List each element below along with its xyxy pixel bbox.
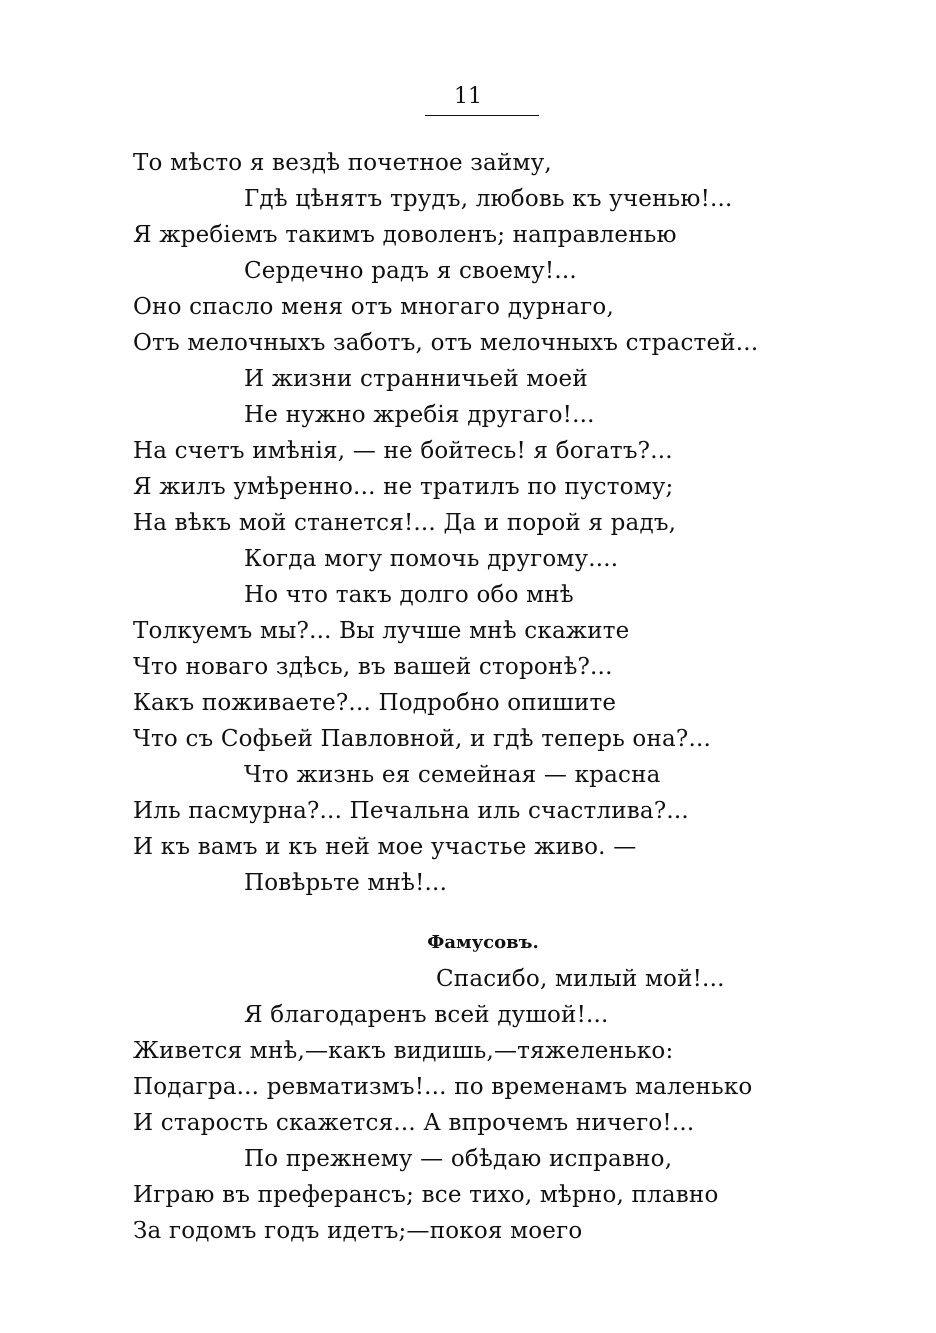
verse-line: Оно спасло меня отъ многаго дурнаго, bbox=[133, 294, 614, 320]
verse-line: Не нужно жребія другаго!... bbox=[244, 402, 595, 428]
verse-line: Подагра... ревматизмъ!... по временамъ маленько bbox=[133, 1074, 753, 1100]
verse-line: И къ вамъ и къ ней мое участье живо. — bbox=[133, 834, 637, 860]
verse-line: По прежнему — обѣдаю исправно, bbox=[244, 1146, 673, 1172]
verse-line: Гдѣ цѣнятъ трудъ, любовь къ ученью!... bbox=[244, 186, 733, 212]
verse-line: Живется мнѣ,—какъ видишь,—тяжеленько: bbox=[133, 1038, 674, 1064]
verse-line: То мѣсто я вездѣ почетное займу, bbox=[133, 150, 552, 176]
verse-line: Что съ Софьей Павловной, и гдѣ теперь она?... bbox=[133, 726, 711, 752]
page-number: 11 bbox=[454, 84, 482, 109]
verse-line: На вѣкъ мой станется!... Да и порой я радъ, bbox=[133, 510, 677, 536]
verse-line: Что жизнь ея семейная — красна bbox=[244, 762, 661, 788]
verse-line: Что новаго здѣсь, въ вашей сторонѣ?... bbox=[133, 654, 613, 680]
verse-line: На счетъ имѣнія, — не бойтесь! я богатъ?... bbox=[133, 438, 673, 464]
verse-line: И жизни странничьей моей bbox=[244, 366, 588, 392]
verse-line: Какъ поживаете?... Подробно опишите bbox=[133, 690, 617, 716]
verse-line: И старость скажется... А впрочемъ ничего!... bbox=[133, 1110, 695, 1136]
verse-line: Отъ мелочныхъ заботъ, отъ мелочныхъ страстей... bbox=[133, 330, 759, 356]
verse-line: Иль пасмурна?... Печальна иль счастлива?... bbox=[133, 798, 689, 824]
speaker-name: Фамусовъ. bbox=[427, 932, 539, 953]
verse-line: Повѣрьте мнѣ!... bbox=[244, 870, 448, 896]
verse-line: Но что такъ долго обо мнѣ bbox=[244, 582, 574, 608]
verse-line: Сердечно радъ я своему!... bbox=[244, 258, 577, 284]
verse-line: Я жребіемъ такимъ доволенъ; направленью bbox=[133, 222, 677, 248]
verse-line: Спасибо, милый мой!... bbox=[436, 966, 725, 992]
verse-line: Когда могу помочь другому.... bbox=[244, 546, 619, 572]
verse-line: Толкуемъ мы?... Вы лучше мнѣ скажите bbox=[133, 618, 630, 644]
verse-line: Я жилъ умѣренно... не тратилъ по пустому; bbox=[133, 474, 674, 500]
header-rule bbox=[425, 115, 539, 116]
verse-line: Играю въ преферансъ; все тихо, мѣрно, плавно bbox=[133, 1182, 719, 1208]
verse-line: Я благодаренъ всей душой!... bbox=[244, 1002, 609, 1028]
verse-line: За годомъ годъ идетъ;—покоя моего bbox=[133, 1218, 583, 1244]
